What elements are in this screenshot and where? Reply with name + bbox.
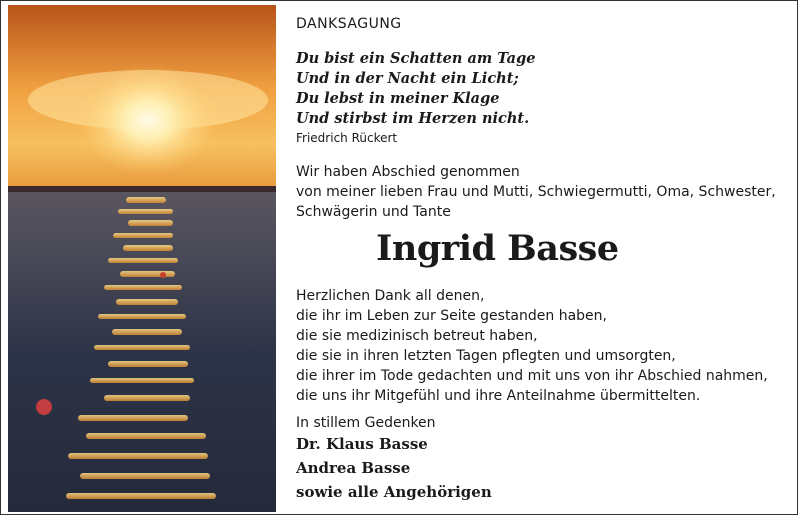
thanks-line: die ihrer im Tode gedachten und mit uns von ihr Abschied nahmen, xyxy=(296,368,768,384)
closing-line: In stillem Gedenken xyxy=(296,415,436,431)
poem-author: Friedrich Rückert xyxy=(296,131,398,145)
signer-name: sowie alle Angehörigen xyxy=(296,483,492,501)
signer-name: Dr. Klaus Basse xyxy=(296,435,428,453)
intro-line: Wir haben Abschied genommen xyxy=(296,164,520,180)
signer-name: Andrea Basse xyxy=(296,459,411,477)
poem-line: Und in der Nacht ein Licht; xyxy=(296,70,519,87)
thanks-line: die uns ihr Mitgefühl und ihre Anteilnahme übermittelten. xyxy=(296,388,701,404)
intro-line: von meiner lieben Frau und Mutti, Schwiegermutti, Oma, Schwester, xyxy=(296,184,776,200)
notice-heading: DANKSAGUNG xyxy=(296,16,402,32)
thanks-line: Herzlichen Dank all denen, xyxy=(296,288,485,304)
thanks-line: die ihr im Leben zur Seite gestanden haben, xyxy=(296,308,607,324)
deceased-name: Ingrid Basse xyxy=(376,228,619,269)
thanks-line: die sie in ihren letzten Tagen pflegten und umsorgten, xyxy=(296,348,676,364)
thanks-line: die sie medizinisch betreut haben, xyxy=(296,328,538,344)
poem-line: Du bist ein Schatten am Tage xyxy=(296,50,536,67)
intro-line: Schwägerin und Tante xyxy=(296,204,451,220)
poem-line: Du lebst in meiner Klage xyxy=(296,90,500,107)
poem-line: Und stirbst im Herzen nicht. xyxy=(296,110,530,127)
sunset-photo xyxy=(8,5,276,512)
